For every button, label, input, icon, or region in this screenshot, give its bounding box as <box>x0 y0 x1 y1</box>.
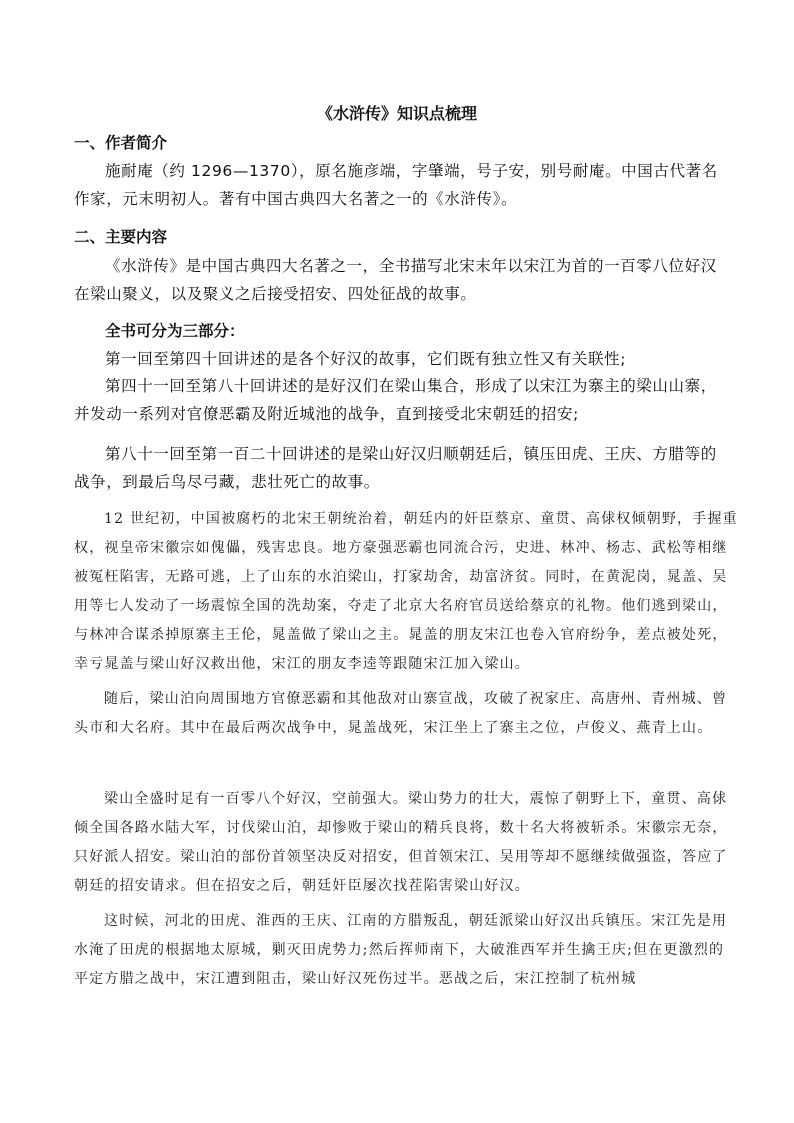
author-intro-paragraph: 施耐庵（约 1296—1370），原名施彦端，字肇端，号子安，别号耐庵。中国古代著名作家，元末明初人。著有中国古典四大名著之一的《水浒传》。 <box>74 162 718 208</box>
part-two-paragraph: 第四十一回至第八十回讲述的是好汉们在梁山集合，形成了以宋江为寨主的梁山山寨，并发动一系列对官僚恶霸及附近城池的战争，直到接受北宋朝廷的招安; <box>74 377 717 423</box>
story-paragraph-2: 随后，梁山泊向周围地方官僚恶霸和其他敌对山寨宣战，攻破了祝家庄、高唐州、青州城、曾头市和大名府。其中在最后两次战争中，晁盖战死，宋江坐上了寨主之位，卢俊义、燕青上山。 <box>74 691 728 736</box>
document-title: 《水浒传》知识点梳理 <box>316 104 477 123</box>
content-summary-paragraph: 《水浒传》是中国古典四大名著之一，全书描写北宋末年以宋江为首的一百零八位好汉在梁山聚义，以及聚义之后接受招安、四处征战的故事。 <box>74 257 717 303</box>
story-paragraph-4: 这时候，河北的田虎、淮西的王庆、江南的方腊叛乱，朝廷派梁山好汉出兵镇压。宋江先是用水淹了田虎的根据地太原城，剿灭田虎势力;然后挥师南下，大破淮西军并生擒王庆;但在更激烈的平定方腊之战中，宋江遭到阻击，梁山好汉死伤过半。恶战之后，宋江控制了杭州城 <box>74 913 728 987</box>
part-three-paragraph: 第八十一回至第一百二十回讲述的是梁山好汉归顺朝廷后，镇压田虎、王庆、方腊等的战争，到最后鸟尽弓藏，悲壮死亡的故事。 <box>74 445 717 491</box>
part-one-paragraph: 第一回至第四十回讲述的是各个好汉的故事，它们既有独立性又有关联性; <box>105 350 627 368</box>
story-paragraph-3: 梁山全盛时足有一百零八个好汉，空前强大。梁山势力的壮大，震惊了朝野上下，童贯、高俅倾全国各路水陆大军，讨伐梁山泊，却惨败于梁山的精兵良将，数十名大将被斩杀。宋徽宗无奈，只好派人招安。梁山泊的部份首领坚决反对招安，但首领宋江、吴用等却不愿继续做强盗，答应了朝廷的招安请求。但在招安之后，朝廷奸臣屡次找茬陷害梁山好汉。 <box>74 791 728 894</box>
story-paragraph-1: 12 世纪初，中国被腐朽的北宋王朝统治着，朝廷内的奸臣蔡京、童贯、高俅权倾朝野，手握重权，视皇帝宋徽宗如傀儡，残害忠良。地方豪强恶霸也同流合污，史进、林冲、杨志、武松等相继被冤枉陷害，无路可逃，上了山东的水泊梁山，打家劫舍，劫富济贫。同时，在黄泥岗，晁盖、吴用等七人发动了一场震惊全国的洗劫案，夺走了北京大名府官员送给蔡京的礼物。他们逃到梁山，与林冲合谋杀掉原寨主王伦，晁盖做了梁山之主。晁盖的朋友宋江也卷入官府纷争，差点被处死，幸亏晁盖与梁山好汉救出他，宋江的朋友李逵等跟随宋江加入梁山。 <box>74 511 738 672</box>
section-heading-content: 二、主要内容 <box>74 228 168 246</box>
section-heading-author: 一、作者简介 <box>74 134 168 152</box>
parts-heading: 全书可分为三部分： <box>105 322 245 340</box>
